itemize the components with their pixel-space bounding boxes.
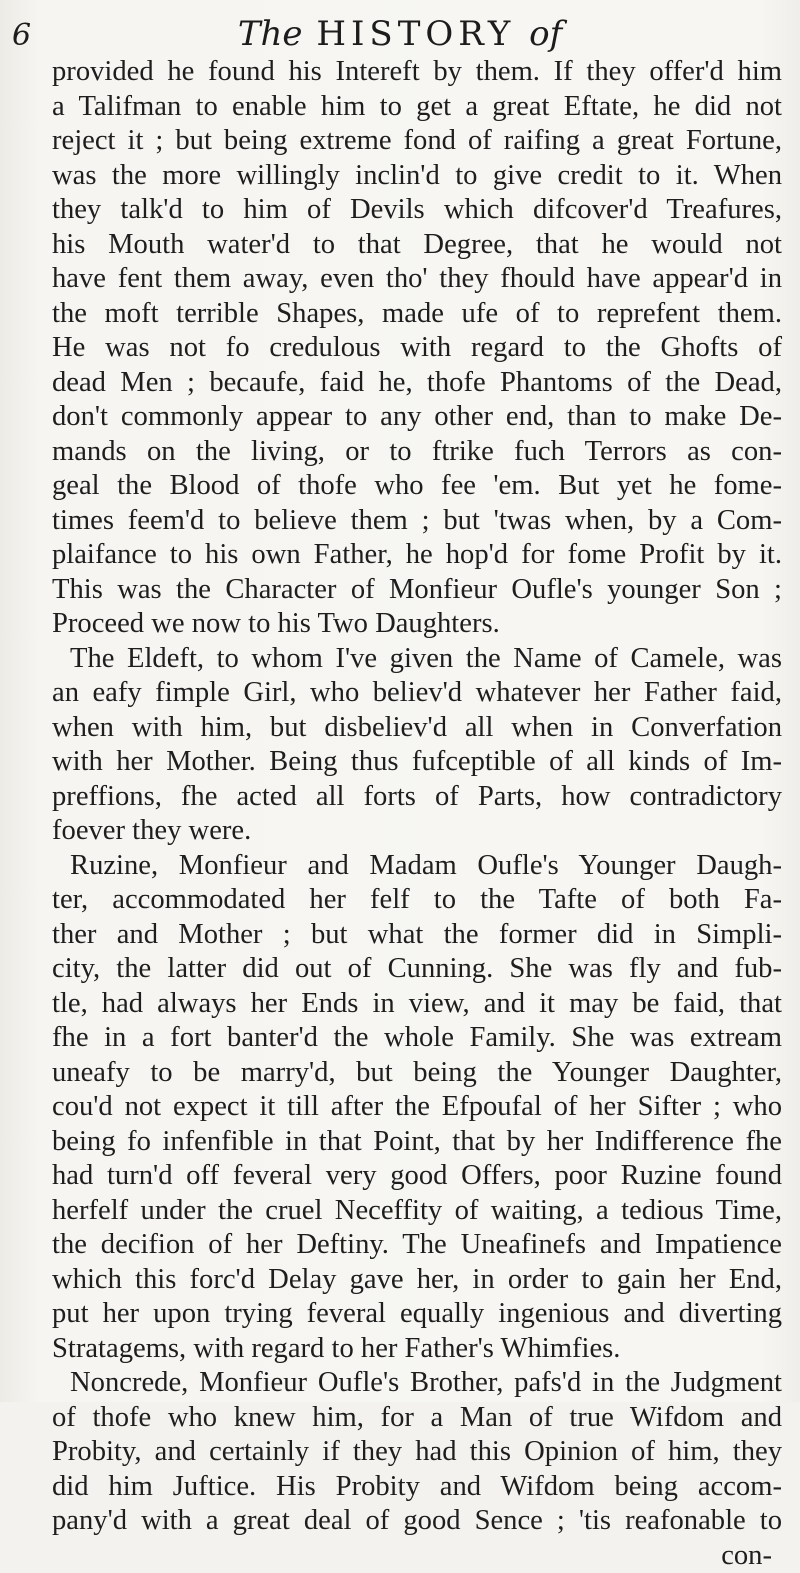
text-line: city, the latter did out of Cunning. She was fly and fub- — [52, 952, 782, 987]
text-line: don't commonly appear to any other end, than to make De- — [52, 400, 782, 435]
text-line: Stratagems, with regard to her Father's Whimfies. — [52, 1332, 782, 1367]
running-title — [0, 14, 800, 54]
text-line: preffions, fhe acted all forts of Parts, how contradictory — [52, 780, 782, 815]
text-line: ther and Mother ; but what the former did in Simpli- — [52, 918, 782, 953]
text-line: his Mouth water'd to that Degree, that he would not — [52, 228, 782, 263]
body-text — [52, 55, 782, 1573]
text-line: reject it ; but being extreme fond of raifing a great Fortune, — [52, 124, 782, 159]
text-line: have fent them away, even tho' they fhould have appear'd in — [52, 262, 782, 297]
text-line: dead Men ; becaufe, faid he, thofe Phantoms of the Dead, — [52, 366, 782, 401]
running-head — [0, 14, 800, 54]
text-line: did him Juftice. His Probity and Wifdom being accom- — [52, 1470, 782, 1505]
text-line: Noncrede, Monfieur Oufle's Brother, pafs'd in the Judgment — [52, 1366, 782, 1401]
text-line: plaifance to his own Father, he hop'd for fome Profit by it. — [52, 538, 782, 573]
text-line: which this forc'd Delay gave her, in order to gain her End, — [52, 1263, 782, 1298]
text-line: The Eldeft, to whom I've given the Name of Camele, was — [52, 642, 782, 677]
text-line: had turn'd off feveral very good Offers, poor Ruzine found — [52, 1159, 782, 1194]
text-line: herfelf under the cruel Neceffity of waiting, a tedious Time, — [52, 1194, 782, 1229]
text-line: cou'd not expect it till after the Efpoufal of her Sifter ; who — [52, 1090, 782, 1125]
text-line: of thofe who knew him, for a Man of true Wifdom and — [52, 1401, 782, 1436]
text-line: the decifion of her Deftiny. The Uneafinefs and Impatience — [52, 1228, 782, 1263]
running-title-history: HISTORY — [316, 14, 515, 54]
text-line: times feem'd to believe them ; but 'twas when, by a Com- — [52, 504, 782, 539]
text-line: Ruzine, Monfieur and Madam Oufle's Younger Daugh- — [52, 849, 782, 884]
text-line: when with him, but disbeliev'd all when in Converfation — [52, 711, 782, 746]
text-line: with her Mother. Being thus fufceptible of all kinds of Im- — [52, 745, 782, 780]
text-line: This was the Character of Monfieur Oufle's younger Son ; — [52, 573, 782, 608]
running-title-the: The — [238, 14, 303, 54]
text-line: tle, had always her Ends in view, and it may be faid, that — [52, 987, 782, 1022]
text-line: Probity, and certainly if they had this Opinion of him, they — [52, 1435, 782, 1470]
text-line: pany'd with a great deal of good Sence ; 'tis reafonable to — [52, 1504, 782, 1539]
text-line: provided he found his Intereft by them. If they offer'd him — [52, 55, 782, 90]
text-line: He was not fo credulous with regard to the Ghofts of — [52, 331, 782, 366]
text-line: uneafy to be marry'd, but being the Younger Daughter, — [52, 1056, 782, 1091]
text-line: a Talifman to enable him to get a great Eftate, he did not — [52, 90, 782, 125]
text-line: they talk'd to him of Devils which difcover'd Treafures, — [52, 193, 782, 228]
text-line: being fo infenfible in that Point, that by her Indifference fhe — [52, 1125, 782, 1160]
text-line: put her upon trying feveral equally ingenious and diverting — [52, 1297, 782, 1332]
text-line: the moft terrible Shapes, made ufe of to reprefent them. — [52, 297, 782, 332]
text-line: mands on the living, or to ftrike fuch Terrors as con- — [52, 435, 782, 470]
text-line: ter, accommodated her felf to the Tafte of both Fa- — [52, 883, 782, 918]
text-line: was the more willingly inclin'd to give credit to it. When — [52, 159, 782, 194]
running-title-of: of — [529, 14, 562, 54]
text-line: geal the Blood of thofe who fee 'em. But yet he fome- — [52, 469, 782, 504]
catchword: con- — [52, 1539, 782, 1573]
page-number: 6 — [12, 18, 31, 53]
text-line: Proceed we now to his Two Daughters. — [52, 607, 782, 642]
text-line: fhe in a fort banter'd the whole Family. She was extream — [52, 1021, 782, 1056]
text-line: foever they were. — [52, 814, 782, 849]
text-line: an eafy fimple Girl, who believ'd whatever her Father faid, — [52, 676, 782, 711]
